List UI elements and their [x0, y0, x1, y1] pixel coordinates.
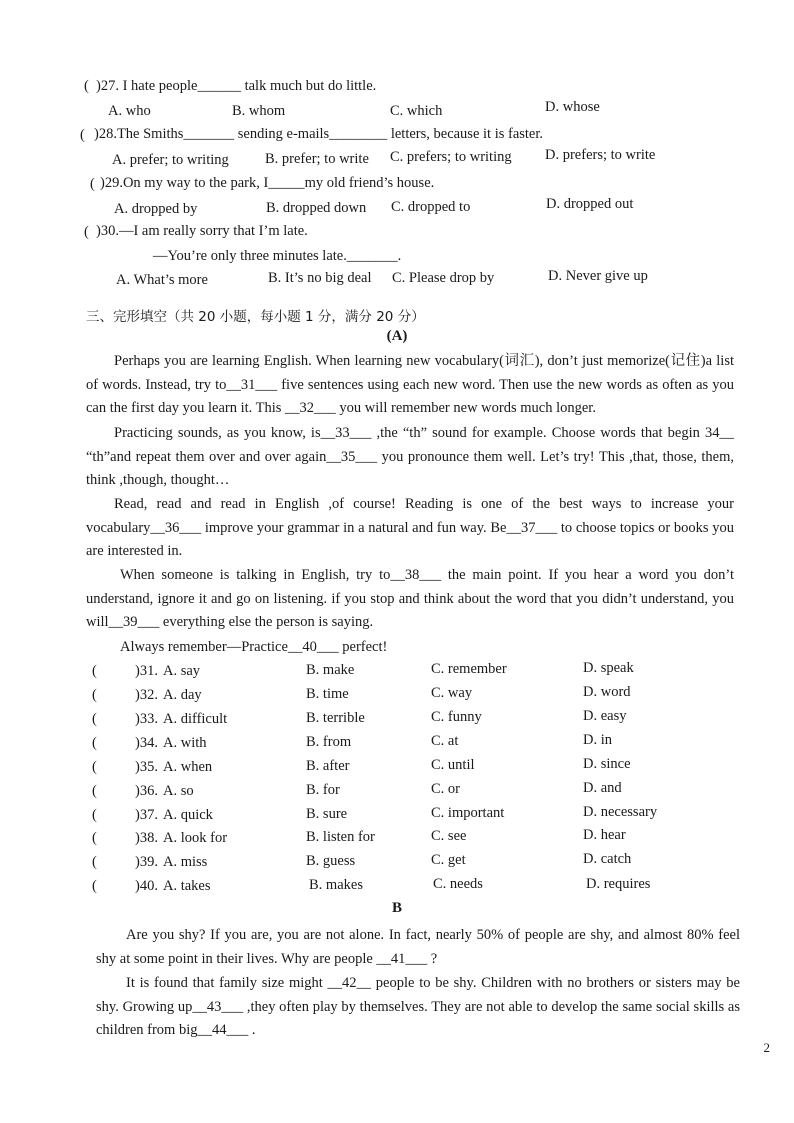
answer-paren: (: [92, 878, 97, 894]
option-a: A. quick: [163, 807, 213, 823]
part-a-title: (A): [386, 328, 408, 344]
option-a: A. with: [163, 735, 207, 751]
answer-paren: (: [84, 224, 89, 240]
option-d: D. prefers; to write: [545, 147, 656, 163]
answer-paren: (: [92, 783, 97, 799]
option-c: C. get: [431, 852, 466, 868]
option-c: C. which: [390, 103, 443, 119]
question-number: )35.: [135, 759, 158, 775]
option-a: A. What’s more: [116, 272, 208, 288]
option-a: A. miss: [163, 854, 208, 870]
part-b-title: B: [391, 900, 402, 916]
section-title: 三、完形填空（共 20 小题，每小题 1 分，满分 20 分）: [86, 309, 425, 325]
option-c: C. or: [431, 781, 460, 797]
question-stem: )27. I hate people______ talk much but do little.: [96, 78, 377, 94]
option-a: A. look for: [163, 830, 228, 846]
answer-paren: (: [92, 711, 97, 727]
question-number: )32.: [135, 687, 158, 703]
option-c: C. prefers; to writing: [390, 149, 512, 165]
answer-paren: (: [92, 687, 97, 703]
question-number: )34.: [135, 735, 158, 751]
option-b: B. for: [306, 782, 340, 798]
option-b: B. after: [306, 758, 350, 774]
option-c: C. remember: [431, 661, 507, 677]
option-d: D. whose: [545, 99, 600, 115]
question-stem: )30.—I am really sorry that I’m late.: [96, 223, 308, 239]
answer-paren: (: [92, 807, 97, 823]
question-number: )37.: [135, 807, 158, 823]
answer-paren: (: [84, 78, 89, 94]
option-b: B. whom: [232, 103, 286, 119]
passage-paragraph: It is found that family size might __42__ people to be shy. Children with no brothers or sisters may be shy. Growing up__43___ ,they often play by themselves. They are not able to develop the same social skills as children from big__44___ .: [96, 975, 740, 1039]
option-d: D. since: [583, 756, 631, 772]
option-c: C. at: [431, 733, 459, 749]
option-b: B. guess: [306, 853, 356, 869]
passage-paragraph: Read, read and read in English ,of course! Reading is one of the best ways to increase your vocabulary__36___ improve your grammar in a natural and fun way. Be__37___ to choose topics or books you are interested in.: [86, 496, 734, 560]
passage-paragraph: Are you shy? If you are, you are not alone. In fact, nearly 50% of people are shy, and almost 80% feel shy at some point in their lives. Why are people __41___ ?: [96, 927, 740, 967]
passage-paragraph: Perhaps you are learning English. When learning new vocabulary(词汇), don’t just memorize(记住)a list of words. Instead, try to__31___ five sentences using each new word. Then use the new words as often as you can the first day you learn it. This __32___ you will remember new words much longer.: [86, 353, 734, 417]
option-b: B. listen for: [306, 829, 375, 845]
option-a: A. day: [163, 687, 202, 703]
option-c: C. needs: [433, 876, 483, 892]
option-d: D. speak: [583, 660, 634, 676]
answer-paren: (: [92, 854, 97, 870]
option-c: C. funny: [431, 709, 482, 725]
answer-paren: (: [92, 735, 97, 751]
option-d: D. necessary: [583, 804, 658, 820]
question-number: )36.: [135, 783, 158, 799]
option-b: B. It’s no big deal: [268, 270, 372, 286]
page-number: 2: [763, 1040, 770, 1055]
question-stem: )29.On my way to the park, I_____my old friend’s house.: [100, 175, 435, 191]
option-d: D. hear: [583, 827, 626, 843]
option-d: D. and: [583, 780, 622, 796]
passage-paragraph: When someone is talking in English, try to__38___ the main point. If you hear a word you don’t understand, ignore it and go on listening. if you stop and think about the word that you didn’t understand, you will__39___ everything else the person is saying.: [86, 567, 734, 631]
question-stem: )28.The Smiths_______ sending e-mails________ letters, because it is faster.: [94, 126, 544, 142]
option-a: A. who: [108, 103, 151, 119]
option-a: A. say: [163, 663, 201, 679]
option-b: B. time: [306, 686, 349, 702]
option-c: C. until: [431, 757, 475, 773]
answer-paren: (: [90, 176, 95, 192]
option-b: B. dropped down: [266, 200, 367, 216]
option-d: D. dropped out: [546, 196, 634, 212]
option-b: B. from: [306, 734, 352, 750]
option-d: D. Never give up: [548, 268, 648, 284]
option-c: C. see: [431, 828, 467, 844]
question-number: )31.: [135, 663, 158, 679]
answer-paren: (: [92, 830, 97, 846]
option-c: C. Please drop by: [392, 270, 495, 286]
option-d: D. catch: [583, 851, 632, 867]
option-c: C. way: [431, 685, 473, 701]
option-a: A. so: [163, 783, 194, 799]
question-number: )33.: [135, 711, 158, 727]
option-c: C. important: [431, 805, 505, 821]
passage-paragraph: Always remember—Practice__40___ perfect!: [120, 639, 388, 655]
option-d: D. in: [583, 732, 612, 748]
question-number: )40.: [135, 878, 158, 894]
question-number: )39.: [135, 854, 158, 870]
option-b: B. prefer; to write: [265, 151, 369, 167]
answer-paren: (: [92, 759, 97, 775]
option-d: D. easy: [583, 708, 627, 724]
option-d: D. requires: [586, 876, 651, 892]
option-a: A. takes: [163, 878, 211, 894]
option-a: A. difficult: [163, 711, 228, 727]
passage-paragraph: Practicing sounds, as you know, is__33___ ,the “th” sound for example. Choose words that begin 34__ “th”and repeat them over and over again__35___ you pronounce them well. Let’s try! This ,that, those, them, think ,though, thought…: [86, 425, 734, 489]
option-b: B. make: [306, 662, 355, 678]
option-d: D. word: [583, 684, 631, 700]
option-a: A. when: [163, 759, 213, 775]
answer-paren: (: [80, 127, 85, 143]
answer-paren: (: [92, 663, 97, 679]
option-b: B. makes: [309, 877, 363, 893]
question-number: )38.: [135, 830, 158, 846]
option-a: A. dropped by: [114, 201, 198, 217]
option-b: B. terrible: [306, 710, 365, 726]
option-b: B. sure: [306, 806, 348, 822]
option-a: A. prefer; to writing: [112, 152, 229, 168]
question-stem-line-2: —You’re only three minutes late._______.: [153, 248, 402, 264]
option-c: C. dropped to: [391, 199, 471, 215]
